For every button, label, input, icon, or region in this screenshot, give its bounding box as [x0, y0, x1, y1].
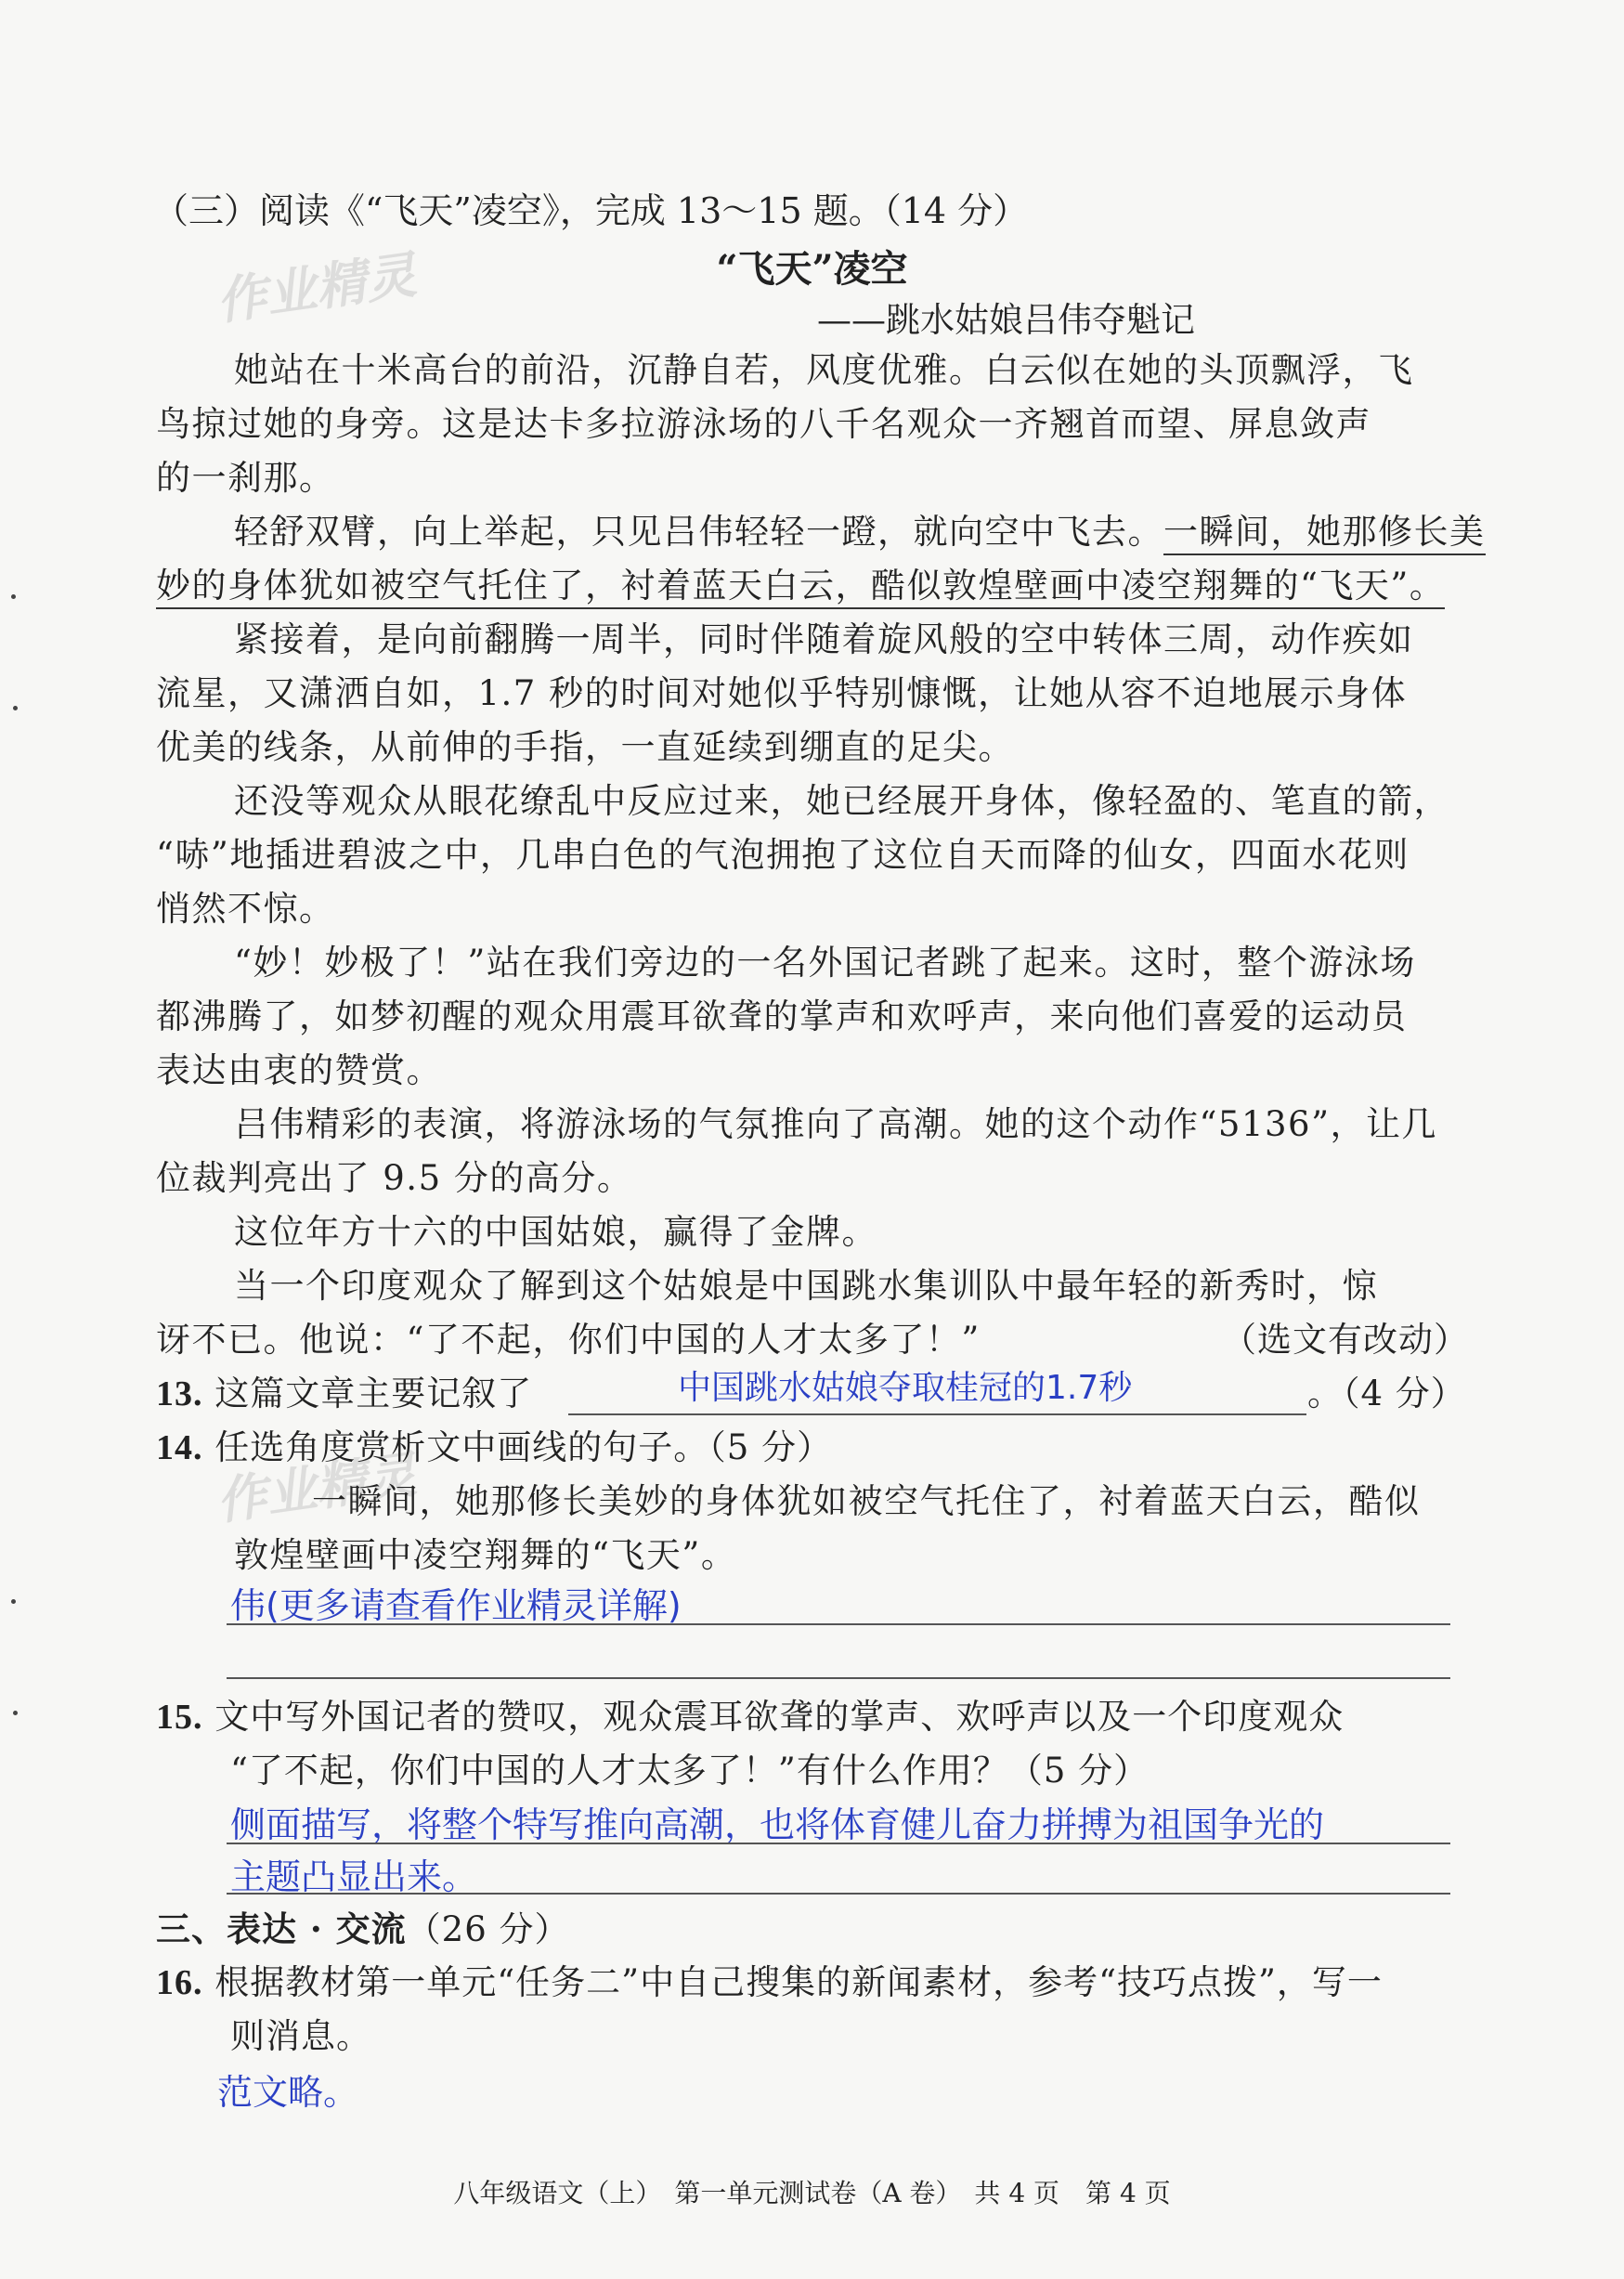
question-prompt: 文中写外国记者的赞叹，观众震耳欲聋的掌声、欢呼声以及一个印度观众 — [214, 1697, 1345, 1737]
question-16-prompt-2: 则消息。 — [230, 2016, 371, 2056]
question-15 — [156, 1690, 1344, 1744]
answer-line — [227, 1623, 1450, 1625]
paragraph-3: 紧接着，是向前翻腾一周半，同时伴随着旋风般的空中转体三周，动作疾如 流星，又潇洒自如，1.7 秒的时间对她似乎特别慷慨，让她从容不迫地展示身体 优美的线条，从前伸的手指，一直延续到绷直的足尖。 — [156, 619, 1414, 767]
answer-16[interactable]: 范文略。 — [217, 2072, 359, 2113]
watermark-top: 作业精灵 — [213, 245, 420, 332]
article-title: “飞天”凌空 — [716, 247, 908, 291]
question-15-prompt-2: “了不起，你们中国的人才太多了！”有什么作用？（5 分） — [230, 1751, 1150, 1791]
question-number: 14. — [156, 1428, 203, 1467]
question-16 — [156, 1956, 1383, 2010]
question-14 — [156, 1421, 832, 1475]
paragraph-7: 这位年方十六的中国姑娘，赢得了金牌。 — [234, 1212, 877, 1252]
page-footer: 八年级语文（上） 第一单元测试卷（A 卷） 共 4 页 第 4 页 — [453, 2178, 1171, 2208]
answer-13[interactable]: 中国跳水姑娘夺取桂冠的1.7秒 — [678, 1369, 1133, 1407]
paragraph-6: 吕伟精彩的表演，将游泳场的气氛推向了高潮。她的这个动作“5136”，让几 位裁判亮出了 9.5 分的高分。 — [156, 1104, 1437, 1198]
question-prompt: 根据教材第一单元“任务二”中自己搜集的新闻素材，参考“技巧点拨”，写一 — [214, 1962, 1383, 2002]
paragraph-1: 她站在十米高台的前沿，沉静自若，风度优雅。白云似在她的头顶飘浮，飞 鸟掠过她的身旁。这是达卡多拉游泳场的八千名观众一齐翘首而望、屏息敛声 的一刹那。 — [156, 350, 1414, 498]
question-number: 16. — [156, 1963, 203, 2002]
source-note: （选文有改动） — [1222, 1320, 1469, 1360]
answer-line — [568, 1413, 1306, 1415]
paragraph-8: 当一个印度观众了解到这个姑娘是中国跳水集训队中最年轻的新秀时，惊 讶不已。他说：“了不起，你们中国的人才太多了！” — [156, 1266, 1378, 1360]
question-prompt: 任选角度赏析文中画线的句子。（5 分） — [214, 1427, 833, 1467]
question-13-tail: 。（4 分） — [1307, 1374, 1466, 1413]
underlined-sentence: 一瞬间，她那修长美 — [1163, 512, 1486, 555]
article-subtitle: ——跳水姑娘吕伟夺魁记 — [817, 300, 1195, 340]
answer-line — [227, 1677, 1450, 1679]
section-expression-heading: 三、表达 · 交流（26 分） — [156, 1908, 570, 1949]
answer-line — [227, 1893, 1450, 1895]
paragraph-2: 轻舒双臂，向上举起，只见吕伟轻轻一蹬，就向空中飞去。一瞬间，她那修长美 妙的身体犹如被空气托住了，衬着蓝天白云，酷似敦煌壁画中凌空翔舞的“飞天”。 — [156, 505, 1456, 613]
paragraph-5: “妙！妙极了！”站在我们旁边的一名外国记者跳了起来。这时，整个游泳场 都沸腾了，如梦初醒的观众用震耳欲聋的掌声和欢呼声，来向他们喜爱的运动员 表达由衷的赞赏。 — [156, 943, 1416, 1090]
answer-14[interactable]: 伟(更多请查看作业精灵详解) — [230, 1585, 682, 1626]
section-heading: （三）阅读《“飞天”凌空》，完成 13～15 题。（14 分） — [153, 190, 1029, 231]
question-number: 13. — [156, 1374, 203, 1413]
answer-15-line-2[interactable]: 主题凸显出来。 — [230, 1856, 478, 1897]
margin-dot — [13, 706, 18, 710]
answer-15-line-1[interactable]: 侧面描写，将整个特写推向高潮，也将体育健儿奋力拼搏为祖国争光的 — [230, 1804, 1325, 1845]
underlined-sentence: 妙的身体犹如被空气托住了，衬着蓝天白云，酷似敦煌壁画中凌空翔舞的“飞天”。 — [156, 566, 1445, 609]
question-14-quote: 一瞬间，她那修长美妙的身体犹如被空气托住了，衬着蓝天白云，酷似 敦煌壁画中凌空翔舞的“飞天”。 — [234, 1481, 1421, 1575]
margin-dot — [11, 594, 16, 599]
watermark-mid: 作业精灵 — [213, 1445, 420, 1531]
answer-line — [227, 1843, 1450, 1844]
margin-dot — [13, 1711, 18, 1715]
paragraph-4: 还没等观众从眼花缭乱中反应过来，她已经展开身体，像轻盈的、笔直的箭， “哧”地插进碧波之中，几串白色的气泡拥抱了这位自天而降的仙女，四面水花则 悄然不惊。 — [156, 781, 1449, 929]
question-13 — [156, 1367, 532, 1421]
question-number: 15. — [156, 1698, 203, 1737]
question-prompt: 这篇文章主要记叙了 — [214, 1374, 533, 1413]
margin-dot — [11, 1599, 16, 1604]
